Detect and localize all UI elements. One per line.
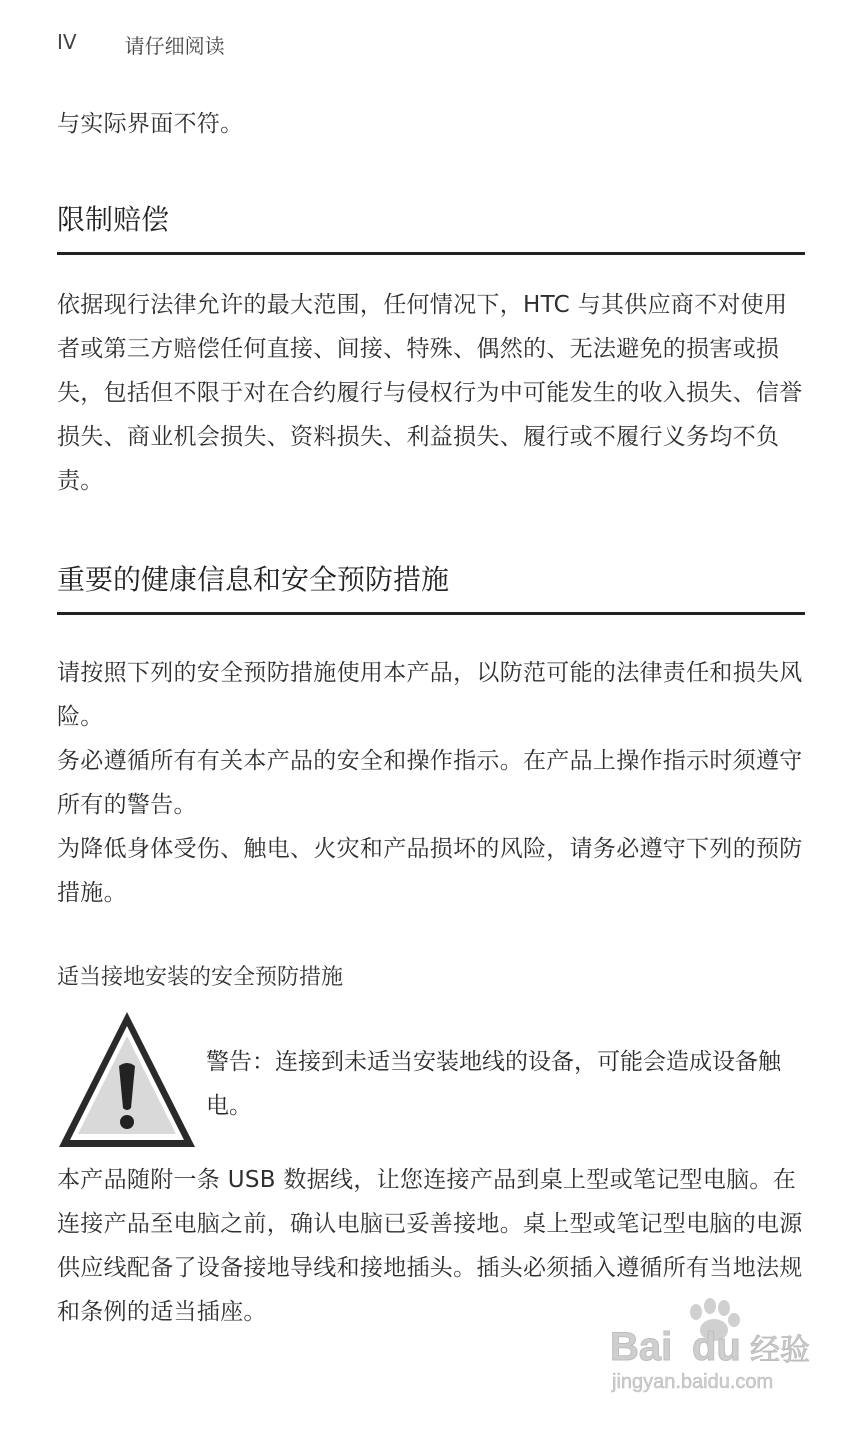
section-title-liability: 限制赔偿	[57, 198, 805, 255]
safety-paragraph-2: 务必遵循所有有关本产品的安全和操作指示。在产品上操作指示时须遵守所有的警告。	[57, 748, 803, 818]
section-title-safety: 重要的健康信息和安全预防措施	[57, 558, 805, 615]
svg-text:Bai: Bai	[610, 1325, 673, 1369]
safety-paragraph-3: 为降低身体受伤、触电、火灾和产品损坏的风险，请务必遵守下列的预防措施。	[57, 836, 803, 906]
running-header	[57, 30, 225, 59]
safety-paragraph-1: 请按照下列的安全预防措施使用本产品，以防范可能的法律责任和损失风险。	[57, 660, 803, 730]
page-number: IV	[57, 30, 77, 54]
svg-text:jingyan.baidu.com: jingyan.baidu.com	[612, 1371, 774, 1393]
grounding-heading: 适当接地安装的安全预防措施	[57, 965, 344, 990]
header-section-title: 请仔细阅读	[124, 34, 225, 58]
warning-text: 警告：连接到未适当安装地线的设备，可能会造成设备触电。	[206, 1049, 781, 1119]
intro-continuation: 与实际界面不符。	[57, 111, 244, 137]
svg-text:经验: 经验	[750, 1333, 810, 1368]
liability-paragraph: 依据现行法律允许的最大范围，任何情况下，HTC 与其供应商不对使用者或第三方赔偿任何直接、间接、特殊、偶然的、无法避免的损害或损失，包括但不限于对在合约履行与侵权行为中可能发生的收入损失、信誉损失、商业机会损失、资料损失、利益损失、履行或不履行义务均不负责。	[57, 292, 803, 494]
grounding-paragraph: 本产品随附一条 USB 数据线，让您连接产品到桌上型或笔记型电脑。在连接产品至电脑之前，确认电脑已妥善接地。桌上型或笔记型电脑的电源供应线配备了设备接地导线和接地插头。插头必须插入遵循所有当地法规和条例的适当插座。	[57, 1167, 803, 1325]
svg-text:du: du	[692, 1325, 741, 1369]
baidu-watermark	[600, 1298, 815, 1398]
warning-triangle-icon	[57, 1010, 197, 1150]
